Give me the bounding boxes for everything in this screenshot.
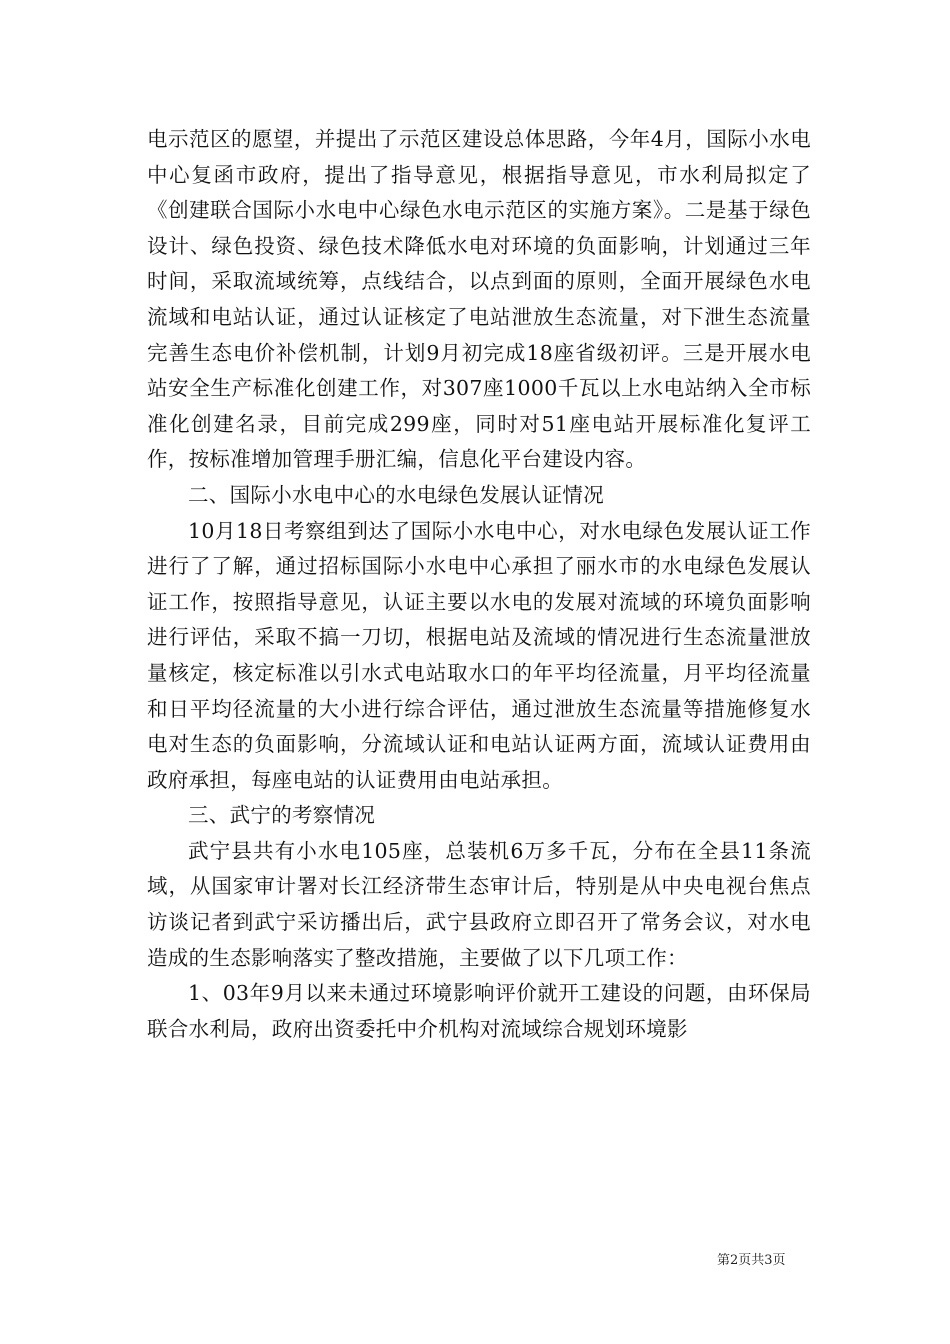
paragraph-1: 电示范区的愿望，并提出了示范区建设总体思路，今年4月，国际小水电中心复函市政府，提出了指导意见，根据指导意见，市水利局拟定了《创建联合国际小水电中心绿色水电示范区的实施方案》。二是基于绿色设计、绿色投资、绿色技术降低水电对环境的负面影响，计划通过三年时间，采取流域统筹，点线结合，以点到面的原则，全面开展绿色水电流域和电站认证，通过认证核定了电站泄放生态流量，对下泄生态流量完善生态电价补偿机制，计划9月初完成18座省级初评。三是开展水电站安全生产标准化创建工作，对307座1000千瓦以上水电站纳入全市标准化创建名录，目前完成299座，同时对51座电站开展标准化复评工作，按标准增加管理手册汇编，信息化平台建设内容。 — [147, 127, 811, 472]
section-heading-3: 三、武宁的考察情况 — [188, 803, 376, 828]
document-body — [147, 122, 811, 1047]
section-heading-2: 二、国际小水电中心的水电绿色发展认证情况 — [188, 482, 604, 507]
paragraph-3: 10月18日考察组到达了国际小水电中心，对水电绿色发展认证工作进行了了解，通过招标国际小水电中心承担了丽水市的水电绿色发展认证工作，按照指导意见，认证主要以水电的发展对流域的环境负面影响进行评估，采取不搞一刀切，根据电站及流域的情况进行生态流量泄放量核定，核定标准以引水式电站取水口的年平均径流量，月平均径流量和日平均径流量的大小进行综合评估，通过泄放生态流量等措施修复水电对生态的负面影响，分流域认证和电站认证两方面，流域认证费用由政府承担，每座电站的认证费用由电站承担。 — [147, 518, 811, 792]
paragraph-5: 武宁县共有小水电105座，总装机6万多千瓦，分布在全县11条流域，从国家审计署对长江经济带生态审计后，特别是从中央电视台焦点访谈记者到武宁采访播出后，武宁县政府立即召开了常务会议，对水电造成的生态影响落实了整改措施，主要做了以下几项工作： — [147, 838, 811, 970]
page-number-footer: 第2页共3页 — [717, 1253, 786, 1268]
paragraph-6: 1、03年9月以来未通过环境影响评价就开工建设的问题，由环保局联合水利局，政府出资委托中介机构对流域综合规划环境影 — [147, 981, 811, 1041]
